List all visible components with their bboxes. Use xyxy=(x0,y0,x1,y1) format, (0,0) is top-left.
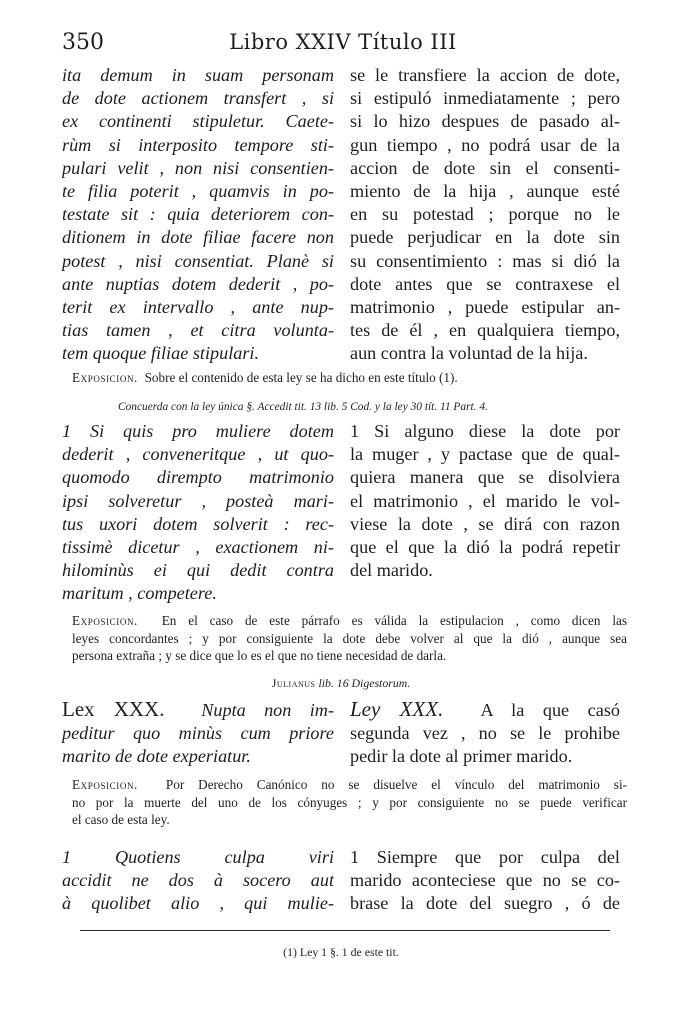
spanish-line: tes de él , en qualquiera tiempo, xyxy=(350,320,620,341)
concordance-note: Concuerda con la ley única §. Accedit tit. 13 lib. 5 Cod. y la ley 30 tít. 11 Part. 4. xyxy=(118,401,488,413)
source-citation xyxy=(0,676,682,691)
latin-line: ipsi solveretur , posteà mari- xyxy=(62,490,334,511)
spanish-line: la muger , y pactase que de qual- xyxy=(350,444,620,465)
spanish-column-2 xyxy=(350,420,620,582)
latin-line: testate sit : quia deteriorem con- xyxy=(62,204,334,225)
latin-line: tissimè dicetur , exactionem ni- xyxy=(62,537,334,558)
exposicion-label: Exposicion. xyxy=(72,777,138,792)
spanish-column-lex30 xyxy=(350,698,620,769)
latin-line: à quolibet alio , qui mulie- xyxy=(62,893,334,914)
latin-line: ditionem in dote filiae facere non xyxy=(62,227,334,248)
spanish-line: su consentimiento : mas si dió la xyxy=(350,250,620,271)
spanish-line: que el que la dió la podrá repetir xyxy=(350,537,620,558)
spanish-line: gun tiempo , no podrá usar de la xyxy=(350,134,620,155)
latin-line: te filia poterit , quamvis in po- xyxy=(62,181,334,202)
latin-line: de dote actionem transfert , si xyxy=(62,88,334,109)
latin-line: potest , nisi consentiat. Planè si xyxy=(62,250,334,271)
spanish-line: del marido. xyxy=(350,560,433,581)
spanish-line: 1 Siempre que por culpa del xyxy=(350,847,620,867)
spanish-line: si lo hizo despues de pasado al- xyxy=(350,111,620,132)
latin-line: accidit ne dos à socero aut xyxy=(62,870,334,891)
source-author: Julianus xyxy=(271,676,316,690)
latin-line: ex continenti stipuletur. Caete- xyxy=(62,111,334,132)
exposicion-label: Exposicion. xyxy=(72,370,138,385)
lex-heading: Lex XXX. xyxy=(62,698,165,721)
spanish-column-1 xyxy=(350,64,620,366)
latin-column-1 xyxy=(62,64,334,366)
latin-line: hilominùs ei qui dedit contra xyxy=(62,560,334,581)
latin-line: 1 Si quis pro muliere dotem xyxy=(62,421,334,441)
source-book: lib. 16 Digestorum. xyxy=(318,676,411,690)
exposicion-text: Por Derecho Canónico no se disuelve el vínculo del matrimonio si- xyxy=(165,777,627,792)
latin-line: dederit , conveneritque , ut quo- xyxy=(62,444,334,465)
latin-line: maritum , competere. xyxy=(62,583,217,604)
spanish-line: A la que casó xyxy=(480,700,620,720)
latin-line: ita demum in suam personam xyxy=(62,65,334,85)
latin-line: marito de dote experiatur. xyxy=(62,746,251,767)
latin-line: peditur quo minùs cum priore xyxy=(62,723,334,744)
latin-line: Nupta non im- xyxy=(201,700,334,720)
ley-heading: Ley XXX. xyxy=(350,698,444,721)
spanish-column-3 xyxy=(350,846,620,916)
spanish-line: viese la dote , se dirá con razon xyxy=(350,513,620,534)
spanish-line: aun contra la voluntad de la hija. xyxy=(350,343,588,364)
page-header xyxy=(62,30,624,60)
latin-line: ante nuptias dotem dederit , po- xyxy=(62,273,334,294)
latin-line: terit ex intervallo , ante nup- xyxy=(62,297,334,318)
spanish-line: dote antes que se contraxese el xyxy=(350,273,620,294)
running-head: Libro XXIV Título III xyxy=(229,30,457,54)
latin-line: 1 Quotiens culpa viri xyxy=(62,847,334,867)
exposicion-3 xyxy=(72,776,627,829)
spanish-line: puede perjudicar en la dote sin xyxy=(350,227,620,248)
exposicion-text: persona extraña ; y se dice que lo es el que no tiene necesidad de darla. xyxy=(72,648,447,664)
spanish-line: si estipuló inmediatamente ; pero xyxy=(350,88,620,109)
latin-line: quomodo dirempto matrimonio xyxy=(62,467,334,488)
spanish-line: el matrimonio , el marido le vol- xyxy=(350,490,620,511)
spanish-line: brase la dote del suegro , ó de xyxy=(350,893,620,914)
spanish-line: quiera manera que se disolviera xyxy=(350,467,620,488)
latin-line: tus uxori dotem solverit : rec- xyxy=(62,513,334,534)
footnote: (1) Ley 1 §. 1 de este tit. xyxy=(283,945,399,959)
exposicion-text: el caso de esta ley. xyxy=(72,812,170,828)
exposicion-2 xyxy=(72,612,627,665)
spanish-line: marido aconteciese que no se co- xyxy=(350,870,620,891)
exposicion-label: Exposicion. xyxy=(72,613,138,628)
spanish-line: matrimonio , puede estipular an- xyxy=(350,297,620,318)
footnote-rule xyxy=(80,930,610,931)
exposicion-1 xyxy=(72,369,627,387)
spanish-line: miento de la hija , aunque esté xyxy=(350,181,620,202)
latin-column-lex30 xyxy=(62,698,334,769)
spanish-line: 1 Si alguno diese la dote por xyxy=(350,421,620,441)
exposicion-text: En el caso de este párrafo es válida la estipulacion , como dicen las xyxy=(161,613,627,628)
latin-line: pulari velit , non nisi consentien- xyxy=(62,157,334,178)
exposicion-text: Sobre el contenido de esta ley se ha dicho en este título (1). xyxy=(144,370,458,385)
latin-line: tias tamen , et citra volunta- xyxy=(62,320,334,341)
exposicion-text: no por la muerte del uno de los cónyuges ; y por consiguiente no se puede verificar xyxy=(72,794,627,810)
exposicion-text: leyes concordantes ; y por consiguiente la dote debe volver al que la dió , aunque sea xyxy=(72,630,627,646)
latin-column-2 xyxy=(62,420,334,606)
latin-column-3 xyxy=(62,846,334,916)
spanish-line: segunda vez , no se le prohibe xyxy=(350,723,620,744)
spanish-line: accion de dote sin el consenti- xyxy=(350,157,620,178)
latin-line: rùm si interposito tempore sti- xyxy=(62,134,334,155)
page-number: 350 xyxy=(62,30,104,55)
latin-line: tem quoque filiae stipulari. xyxy=(62,343,260,364)
spanish-line: se le transfiere la accion de dote, xyxy=(350,65,620,85)
spanish-line: en su potestad ; porque no le xyxy=(350,204,620,225)
spanish-line: pedir la dote al primer marido. xyxy=(350,746,573,767)
